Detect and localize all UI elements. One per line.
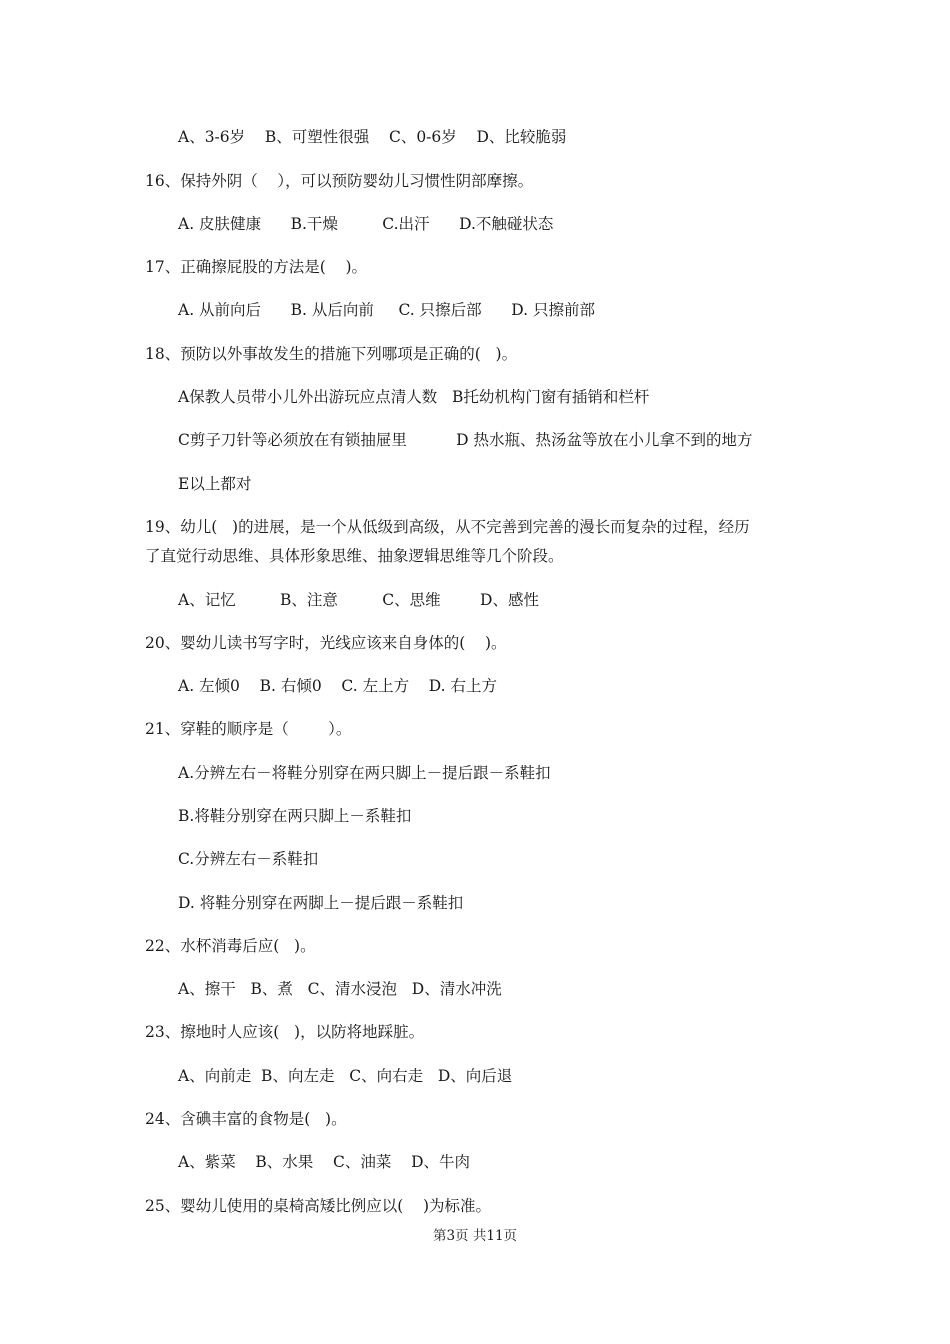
q17-question: 17、正确擦屁股的方法是( )。 [145,258,368,276]
q24-options: A、紫菜 B、水果 C、油菜 D、牛肉 [178,1153,470,1171]
q15-options: A、3-6岁 B、可塑性很强 C、0-6岁 D、比较脆弱 [178,128,567,146]
q19-options: A、记忆 B、注意 C、思维 D、感性 [178,591,539,609]
q20-question: 20、婴幼儿读书写字时，光线应该来自身体的( )。 [145,634,507,652]
q21-option-d: D. 将鞋分别穿在两脚上－提后跟－系鞋扣 [178,894,464,912]
q18-question: 18、预防以外事故发生的措施下列哪项是正确的( )。 [145,345,518,363]
q18-options-cd: C剪子刀针等必须放在有锁抽屉里 D 热水瓶、热汤盆等放在小儿拿不到的地方 [178,431,753,449]
q22-options: A、擦干 B、煮 C、清水浸泡 D、清水冲洗 [178,980,502,998]
q24-question: 24、含碘丰富的食物是( )。 [145,1110,347,1128]
q21-option-b: B.将鞋分别穿在两只脚上－系鞋扣 [178,807,412,825]
q17-options: A. 从前向后 B. 从后向前 C. 只擦后部 D. 只擦前部 [178,301,595,319]
q23-question: 23、擦地时人应该( )，以防将地踩脏。 [145,1023,425,1041]
q22-question: 22、水杯消毒后应( )。 [145,937,316,955]
q18-option-e: E以上都对 [178,475,252,493]
q23-options: A、向前走 B、向左走 C、向右走 D、向后退 [178,1067,513,1085]
page-footer: 第3页 共11页 [432,1228,518,1244]
q19-question: 19、幼儿( )的进展，是一个从低级到高级，从不完善到完善的漫长而复杂的过程，经历 [145,518,750,536]
q21-question: 21、穿鞋的顺序是（ ）。 [145,720,352,738]
q18-options-ab: A保教人员带小儿外出游玩应点清人数 B托幼机构门窗有插销和栏杆 [178,388,650,406]
q16-options: A. 皮肤健康 B.干燥 C.出汗 D.不触碰状态 [178,215,554,233]
q25-question: 25、婴幼儿使用的桌椅高矮比例应以( )为标准。 [145,1197,492,1215]
q19-question-cont: 了直觉行动思维、具体形象思维、抽象逻辑思维等几个阶段。 [145,547,564,565]
q21-option-a: A.分辨左右－将鞋分别穿在两只脚上－提后跟－系鞋扣 [178,764,551,782]
q20-options: A. 左倾0 B. 右倾0 C. 左上方 D. 右上方 [178,677,498,695]
q21-option-c: C.分辨左右－系鞋扣 [178,850,319,868]
q16-question: 16、保持外阴（ ），可以预防婴幼儿习惯性阴部摩擦。 [145,172,534,190]
